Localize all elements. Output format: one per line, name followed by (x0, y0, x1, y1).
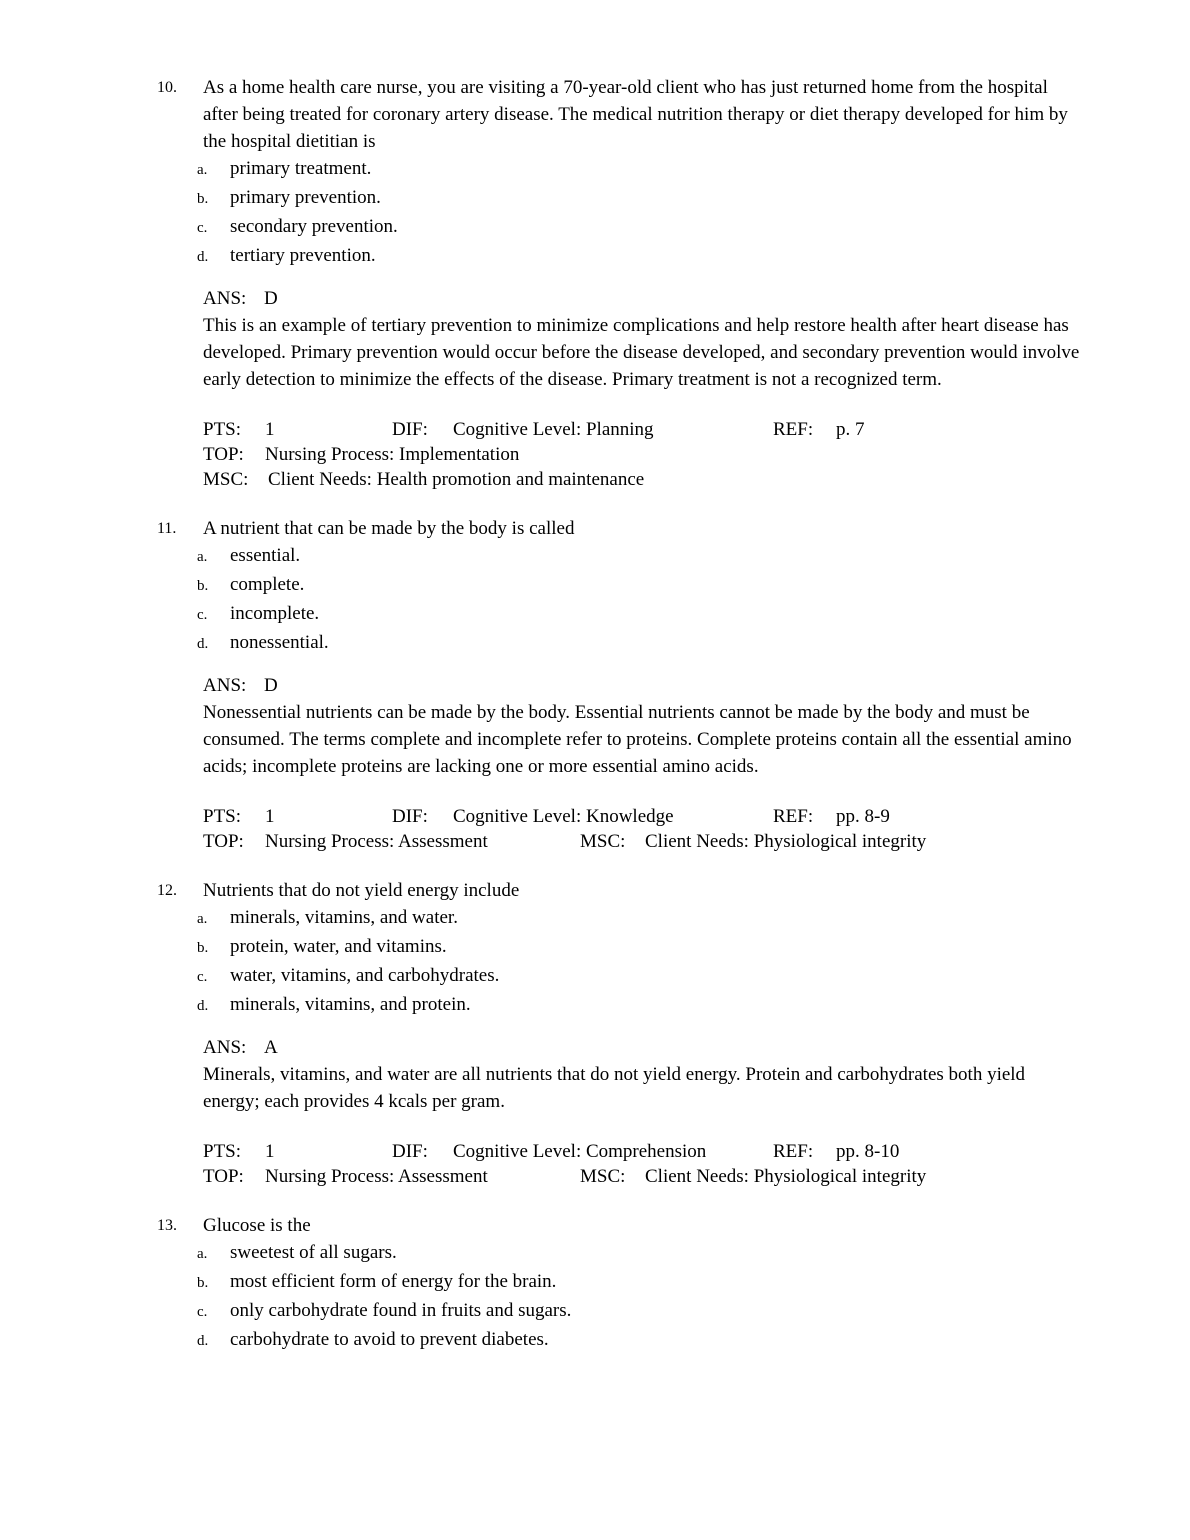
option-letter: a. (197, 162, 208, 178)
question (157, 877, 1080, 1189)
option-letter: c. (197, 220, 208, 236)
question-number: 13. (157, 1217, 177, 1234)
option-letter: b. (197, 940, 209, 956)
option-letter: d. (197, 1333, 209, 1349)
question-number: 10. (157, 79, 177, 96)
question-list (157, 74, 1080, 1355)
answer-label: ANS: (203, 675, 247, 696)
meta-label: DIF: (392, 419, 428, 440)
option-letter: d. (197, 636, 209, 652)
option-text: sweetest of all sugars. (230, 1242, 397, 1263)
meta-value: Nursing Process: Implementation (265, 444, 520, 465)
answer-value: A (264, 1037, 278, 1058)
question-stem: Nutrients that do not yield energy include (203, 880, 520, 901)
question-number: 12. (157, 882, 177, 899)
question-head (157, 1212, 1080, 1239)
meta-label: PTS: (203, 806, 242, 827)
meta-label: REF: (773, 419, 814, 440)
meta-row (203, 1164, 1080, 1189)
option (197, 184, 1080, 213)
question-head (157, 877, 1080, 904)
meta-value: Cognitive Level: Comprehension (453, 1141, 707, 1162)
meta-label: PTS: (203, 419, 242, 440)
option-letter: b. (197, 1275, 209, 1291)
option-letter: b. (197, 578, 209, 594)
options (197, 904, 1080, 1020)
option-text: minerals, vitamins, and protein. (230, 994, 471, 1015)
option (197, 629, 1080, 658)
option (197, 600, 1080, 629)
question-head (157, 74, 1080, 155)
question-stem: Glucose is the (203, 1215, 311, 1236)
option-text: protein, water, and vitamins. (230, 936, 447, 957)
options (197, 155, 1080, 271)
option-text: carbohydrate to avoid to prevent diabetes. (230, 1329, 549, 1350)
meta (203, 1139, 1080, 1189)
meta-row (203, 417, 1080, 442)
options (197, 542, 1080, 658)
answer-block (203, 285, 1080, 393)
option (197, 962, 1080, 991)
meta-value: pp. 8-10 (836, 1141, 900, 1162)
meta-value: Nursing Process: Assessment (265, 1166, 488, 1187)
option-text: primary prevention. (230, 187, 381, 208)
option-letter: d. (197, 249, 209, 265)
option-text: nonessential. (230, 632, 329, 653)
option-letter: c. (197, 607, 208, 623)
meta-value: Cognitive Level: Planning (453, 419, 654, 440)
meta-label: REF: (773, 1141, 814, 1162)
question (157, 515, 1080, 854)
answer-line (203, 285, 1080, 312)
meta-row (203, 804, 1080, 829)
option (197, 1297, 1080, 1326)
question-stem: A nutrient that can be made by the body is called (203, 518, 575, 539)
option-text: only carbohydrate found in fruits and sugars. (230, 1300, 572, 1321)
meta-label: TOP: (203, 831, 244, 852)
option (197, 1239, 1080, 1268)
answer-label: ANS: (203, 1037, 247, 1058)
meta-value: pp. 8-9 (836, 806, 890, 827)
meta-value: Nursing Process: Assessment (265, 831, 488, 852)
options (197, 1239, 1080, 1355)
meta (203, 417, 1080, 492)
answer-line (203, 672, 1080, 699)
option (197, 991, 1080, 1020)
option-text: complete. (230, 574, 305, 595)
option-text: water, vitamins, and carbohydrates. (230, 965, 500, 986)
option (197, 542, 1080, 571)
option-text: most efficient form of energy for the brain. (230, 1271, 557, 1292)
answer-block (203, 672, 1080, 780)
option-letter: a. (197, 911, 208, 927)
rationale: Minerals, vitamins, and water are all nutrients that do not yield energy. Protein and carbohydrates both yield energy; each provides 4 kcals per gram. (203, 1064, 1026, 1112)
meta-label: REF: (773, 806, 814, 827)
answer-line (203, 1034, 1080, 1061)
option (197, 1326, 1080, 1355)
option-letter: a. (197, 1246, 208, 1262)
option (197, 213, 1080, 242)
option (197, 904, 1080, 933)
question-number: 11. (157, 520, 177, 537)
answer-value: D (264, 288, 278, 309)
meta-label: PTS: (203, 1141, 242, 1162)
meta-label: TOP: (203, 444, 244, 465)
option-letter: c. (197, 969, 208, 985)
meta-row (203, 442, 1080, 467)
option-text: essential. (230, 545, 301, 566)
meta-value: Cognitive Level: Knowledge (453, 806, 674, 827)
meta-row (203, 1139, 1080, 1164)
meta-label: DIF: (392, 1141, 428, 1162)
meta-label: DIF: (392, 806, 428, 827)
meta-label: MSC: (580, 1166, 626, 1187)
option (197, 242, 1080, 271)
question-stem: As a home health care nurse, you are visiting a 70-year-old client who has just returned home from the hospital after being treated for coronary artery disease. The medical nutrition therapy or diet therapy developed for him by the hospital dietitian is (203, 77, 1068, 152)
option-letter: a. (197, 549, 208, 565)
question (157, 1212, 1080, 1355)
option (197, 571, 1080, 600)
meta-row (203, 467, 1080, 492)
meta-label: TOP: (203, 1166, 244, 1187)
option (197, 1268, 1080, 1297)
meta-row (203, 829, 1080, 854)
option-text: minerals, vitamins, and water. (230, 907, 458, 928)
meta-value: Client Needs: Health promotion and maintenance (268, 469, 645, 490)
option-letter: d. (197, 998, 209, 1014)
option (197, 933, 1080, 962)
question (157, 74, 1080, 492)
meta-value: 1 (265, 1141, 275, 1162)
question-head (157, 515, 1080, 542)
meta-label: MSC: (203, 469, 249, 490)
meta-value: Client Needs: Physiological integrity (645, 1166, 927, 1187)
meta-value: p. 7 (836, 419, 865, 440)
option-text: secondary prevention. (230, 216, 398, 237)
answer-value: D (264, 675, 278, 696)
answer-label: ANS: (203, 288, 247, 309)
option-letter: b. (197, 191, 209, 207)
meta-label: MSC: (580, 831, 626, 852)
option (197, 155, 1080, 184)
meta-value: 1 (265, 419, 275, 440)
rationale: This is an example of tertiary prevention to minimize complications and help restore health after heart disease has developed. Primary prevention would occur before the disease developed, and secondary prevention would involve early detection to minimize the effects of the disease. Primary treatment is not a recognized term. (203, 315, 1080, 390)
option-text: incomplete. (230, 603, 320, 624)
option-text: primary treatment. (230, 158, 372, 179)
answer-block (203, 1034, 1080, 1115)
rationale: Nonessential nutrients can be made by the body. Essential nutrients cannot be made by the body and must be consumed. The terms complete and incomplete refer to proteins. Complete proteins contain all the essential amino acids; incomplete proteins are lacking one or more essential amino acids. (203, 702, 1072, 777)
option-letter: c. (197, 1304, 208, 1320)
meta (203, 804, 1080, 854)
meta-value: 1 (265, 806, 275, 827)
option-text: tertiary prevention. (230, 245, 376, 266)
meta-value: Client Needs: Physiological integrity (645, 831, 927, 852)
